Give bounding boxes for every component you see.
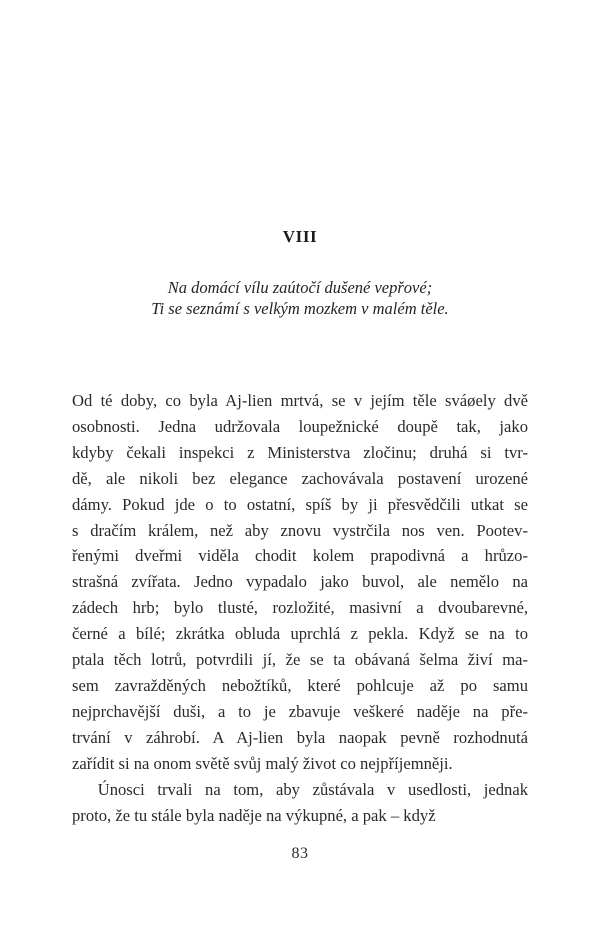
chapter-header <box>72 228 528 319</box>
text-line: nejprchavější duši, a to je zbavuje veškeré naděje na pře- <box>72 701 528 721</box>
text-line: trvání v záhrobí. A Aj-lien byla naopak pevně rozhodnutá <box>72 727 528 747</box>
text-line: dě, ale nikoli bez elegance zachovávala postavení urozené <box>72 468 528 488</box>
chapter-number: VIII <box>282 227 318 246</box>
text-line: černé a bílé; zkrátka obluda uprchlá z pekla. Když se na to <box>72 624 528 644</box>
text-line: sem zavražděných nebožtíků, které pohlcuje až po samu <box>72 675 528 695</box>
text-line: osobnosti. Jedna udržovala loupežnické doupě tak, jako <box>72 416 528 436</box>
chapter-subtitle-line: Na domácí vílu zaútočí dušené vepřové; <box>167 277 433 297</box>
text-line: zádech hrb; bylo tlusté, rozložité, masivní a dvoubarevné, <box>72 598 528 618</box>
text-line: zařídit si na onom světě svůj malý život co nejpříjemněji. <box>72 753 453 773</box>
text-line: strašná zvířata. Jedno vypadalo jako buvol, ale nemělo na <box>72 572 528 592</box>
text-line: Únosci trvali na tom, aby zůstávala v usedlosti, jednak <box>97 779 528 799</box>
paragraph <box>72 388 528 777</box>
text-line: proto, že tu stále byla naděje na výkupné, a pak – když <box>72 805 436 825</box>
text-line: Od té doby, co byla Aj-lien mrtvá, se v jejím těle sváøely dvě <box>72 391 528 410</box>
text-line: ptala těch lotrů, potvrdili jí, že se ta obávaná šelma živí ma- <box>72 650 528 670</box>
text-line: s dračím králem, než aby znovu vystrčila nos ven. Pootev- <box>72 520 528 540</box>
chapter-subtitle-line: Ti se seznámí s velkým mozkem v malém těle. <box>151 298 449 318</box>
chapter-subtitle <box>72 247 528 319</box>
page-number: 83 <box>291 845 309 862</box>
text-line: řenými dveřmi viděla chodit kolem prapodivná a hrůzo- <box>72 546 528 566</box>
paragraph <box>72 777 528 829</box>
text-line: kdyby čekali inspekci z Ministerstva zločinu; druhá si tvr- <box>72 442 528 462</box>
text-line: dámy. Pokud jde o to ostatní, spíš by ji přesvědčili utkat se <box>72 494 528 514</box>
body-text <box>72 388 528 828</box>
